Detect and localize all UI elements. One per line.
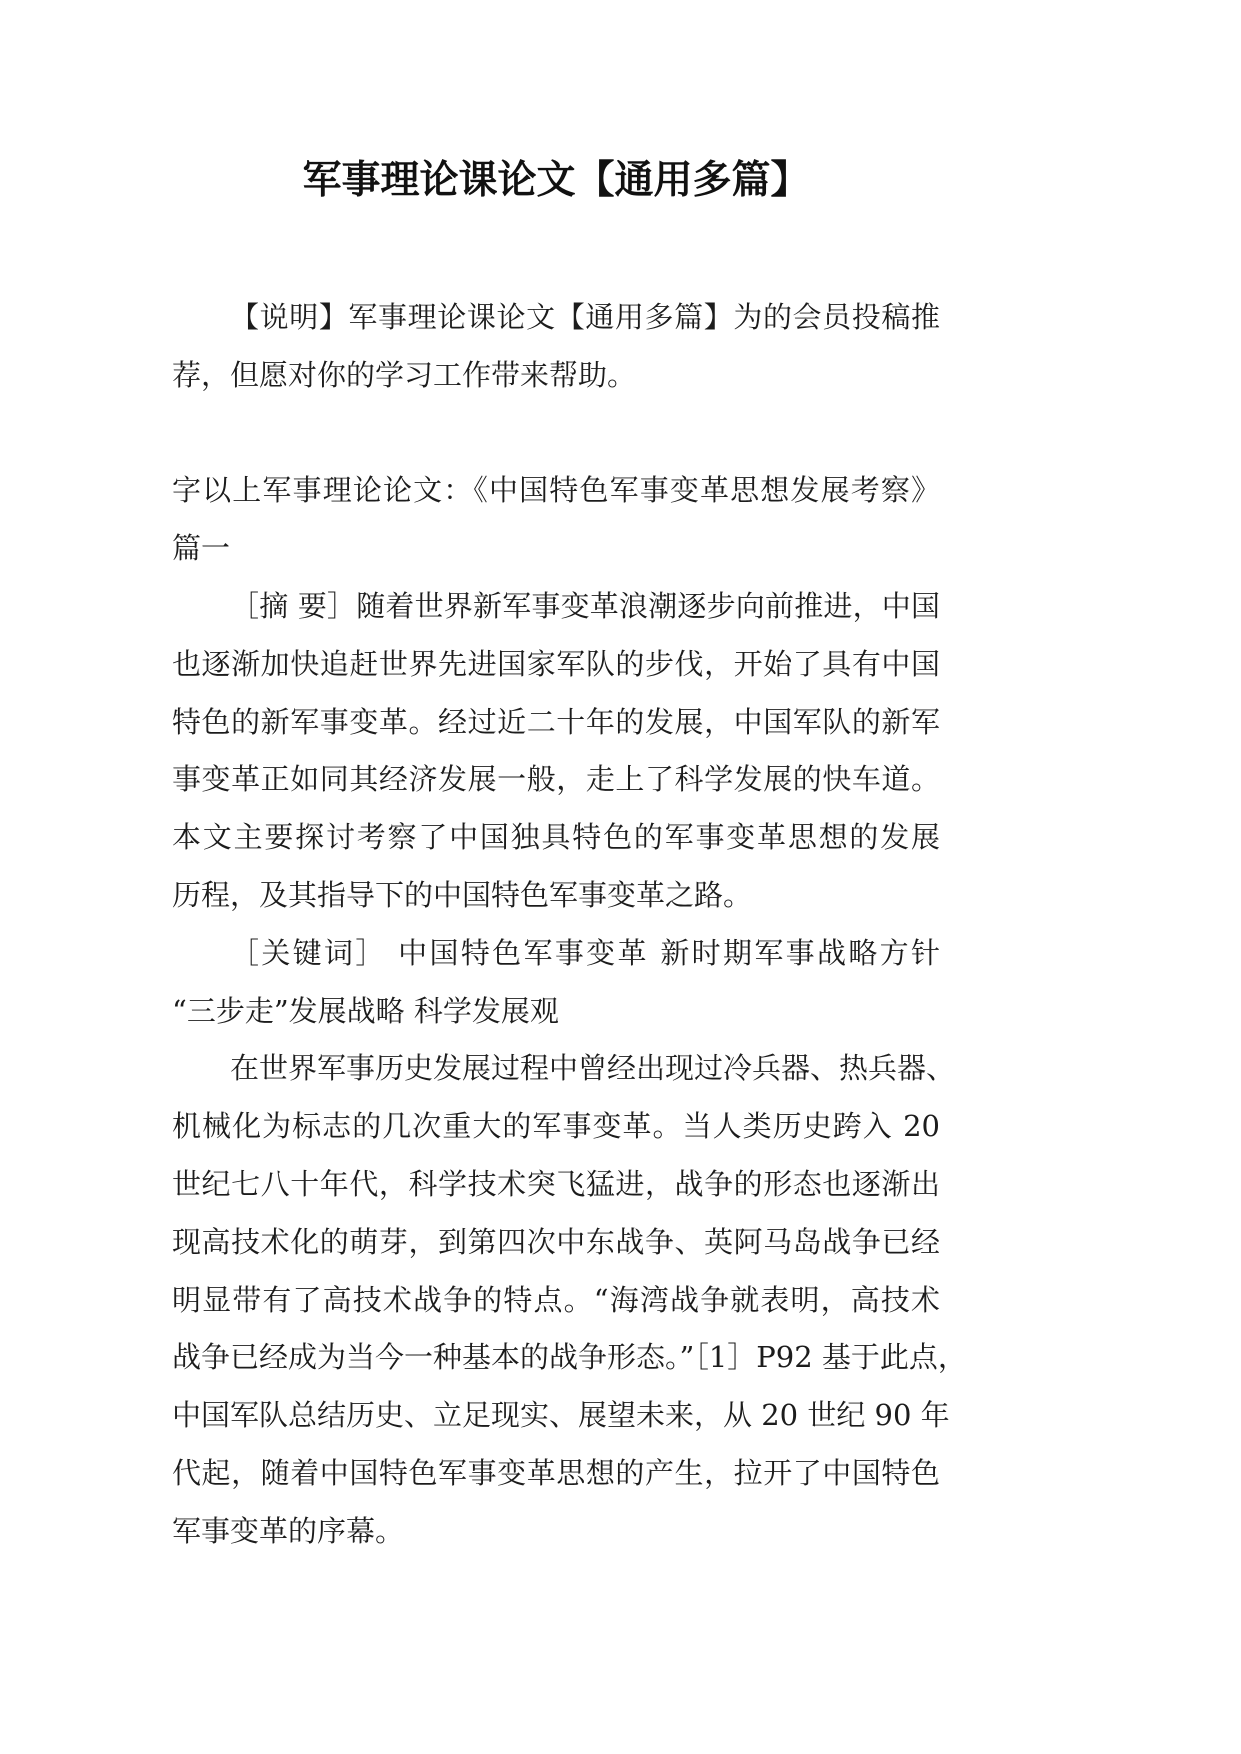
paragraph-line: 在世界军事历史发展过程中曾经出现过冷兵器、热兵器、 [230,1051,956,1086]
article-heading [172,462,940,578]
paragraph-line: 代起，随着中国特色军事变革思想的产生，拉开了中国特色 [172,1455,940,1490]
paragraph-line: 事变革正如同其经济发展一般，走上了科学发展的快车道。 [172,762,940,797]
paragraph-line: 历程，及其指导下的中国特色军事变革之路。 [172,877,753,912]
abstract-paragraph [172,578,940,925]
paragraph-line: 军事变革的序幕。 [172,1513,405,1548]
paragraph-line: 机械化为标志的几次重大的军事变革。当人类历史跨入 20 [172,1109,940,1144]
document-body [172,289,967,1561]
paragraph-line: 字以上军事理论论文：《中国特色军事变革思想发展考察》 [172,473,940,508]
paragraph-line: 世纪七八十年代，科学技术突飞猛进，战争的形态也逐渐出 [172,1166,940,1201]
paragraph-line: 中国军队总结历史、立足现实、展望未来，从 20 世纪 90 年 [172,1398,950,1433]
paragraph-line: 明显带有了高技术战争的特点。“海湾战争就表明，高技术 [172,1282,940,1317]
keywords-paragraph [172,925,940,1041]
paragraph-line: 篇一 [172,531,231,566]
paragraph-line: 荐，但愿对你的学习工作带来帮助。 [172,357,637,392]
paragraph-line: 特色的新军事变革。经过近二十年的发展，中国军队的新军 [172,704,940,739]
paragraph-line: ［摘 要］随着世界新军事变革浪潮逐步向前推进，中国 [230,588,940,623]
paragraph-line: 也逐渐加快追赶世界先进国家军队的步伐，开始了具有中国 [172,646,940,681]
paragraph-line: 本文主要探讨考察了中国独具特色的军事变革思想的发展 [172,820,940,855]
blank-line [172,405,940,463]
paragraph-line: 战争已经成为当今一种基本的战争形态。”［1］P92 基于此点， [172,1340,967,1375]
intro-paragraph [172,289,940,405]
body-paragraph [172,1040,967,1560]
paragraph-line: 【说明】军事理论课论文【通用多篇】为的会员投稿推 [230,300,940,334]
paragraph-line: ［关键词］ 中国特色军事变革 新时期军事战略方针 [230,935,940,970]
paragraph-line: “三步走”发展战略 科学发展观 [172,993,559,1028]
paragraph-line: 现高技术化的萌芽，到第四次中东战争、英阿马岛战争已经 [172,1224,940,1259]
document-title: 军事理论课论文【通用多篇】 [302,157,810,203]
